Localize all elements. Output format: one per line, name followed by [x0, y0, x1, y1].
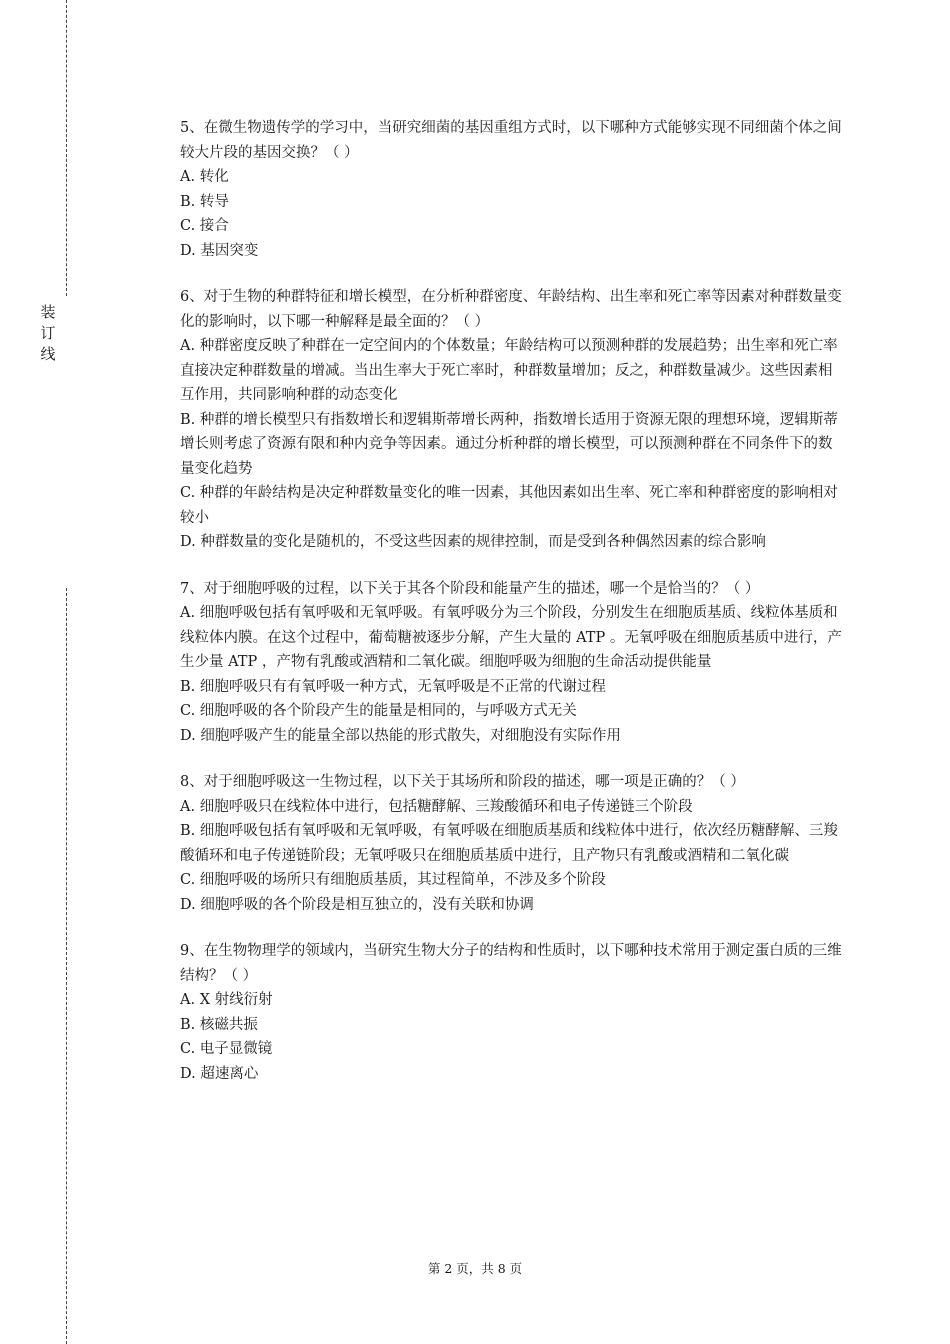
question-5	[180, 116, 845, 263]
option-a: A. 转化	[180, 169, 229, 185]
binding-char: 线	[40, 345, 56, 363]
binding-char: 装	[40, 303, 56, 321]
option-b: B. 细胞呼吸只有有氧呼吸一种方式，无氧呼吸是不正常的代谢过程	[180, 678, 606, 695]
binding-label	[38, 302, 58, 365]
option-d: D. 细胞呼吸的各个阶段是相互独立的，没有关联和协调	[180, 896, 534, 913]
question-9	[180, 939, 845, 1086]
option-c: C. 种群的年龄结构是决定种群数量变化的唯一因素，其他因素如出生率、死亡率和种群密度的影响相对较小	[180, 485, 838, 526]
option-b: B. 细胞呼吸包括有氧呼吸和无氧呼吸，有氧呼吸在细胞质基质和线粒体中进行，依次经历糖酵解、三羧酸循环和电子传递链阶段；无氧呼吸只在细胞质基质中进行，且产物只有乳酸或酒精和二氧化碳	[180, 823, 838, 864]
option-c: C. 接合	[180, 218, 229, 234]
option-d: D. 基因突变	[180, 242, 259, 259]
question-stem: 8、对于细胞呼吸这一生物过程，以下关于其场所和阶段的描述，哪一项是正确的？（ ）	[180, 774, 745, 790]
option-b: B. 种群的增长模型只有指数增长和逻辑斯蒂增长两种，指数增长适用于资源无限的理想环境，逻辑斯蒂增长则考虑了资源有限和种内竞争等因素。通过分析种群的增长模型，可以预测种群在不同条件下的数量变化趋势	[180, 411, 838, 477]
binding-char: 订	[40, 324, 56, 342]
option-c: C. 细胞呼吸的场所只有细胞质基质，其过程简单，不涉及多个阶段	[180, 872, 606, 888]
question-stem: 6、对于生物的种群特征和增长模型，在分析种群密度、年龄结构、出生率和死亡率等因素对种群数量变化的影响时，以下哪一种解释是最全面的？（ ）	[180, 289, 842, 330]
option-a: A. 细胞呼吸包括有氧呼吸和无氧呼吸。有氧呼吸分为三个阶段，分别发生在细胞质基质、线粒体基质和线粒体内膜。在这个过程中，葡萄糖被逐步分解，产生大量的 ATP 。无氧呼吸在细胞质基质中进行，产生少量 ATP ，产物有乳酸或酒精和二氧化碳。细胞呼吸为细胞的生命活动提供能量	[180, 605, 842, 670]
option-b: B. 转导	[180, 193, 229, 210]
binding-line-top	[66, 0, 67, 296]
question-stem: 5、在微生物遗传学的学习中，当研究细菌的基因重组方式时，以下哪种方式能够实现不同细菌个体之间较大片段的基因交换？（ ）	[180, 120, 842, 161]
option-d: D. 细胞呼吸产生的能量全部以热能的形式散失，对细胞没有实际作用	[180, 727, 621, 744]
option-a: A. 种群密度反映了种群在一定空间内的个体数量；年龄结构可以预测种群的发展趋势；出生率和死亡率直接决定种群数量的增减。当出生率大于死亡率时，种群数量增加；反之，种群数量减少。这些因素相互作用，共同影响种群的动态变化	[180, 338, 838, 403]
option-a: A. 细胞呼吸只在线粒体中进行，包括糖酵解、三羧酸循环和电子传递链三个阶段	[180, 798, 693, 815]
question-stem: 9、在生物物理学的领域内，当研究生物大分子的结构和性质时，以下哪种技术常用于测定蛋白质的三维结构？（ ）	[180, 943, 842, 984]
question-6	[180, 285, 845, 555]
option-b: B. 核磁共振	[180, 1016, 258, 1033]
binding-line-bottom	[66, 588, 67, 1344]
option-c: C. 细胞呼吸的各个阶段产生的能量是相同的，与呼吸方式无关	[180, 703, 577, 719]
option-d: D. 超速离心	[180, 1065, 259, 1082]
option-d: D. 种群数量的变化是随机的，不受这些因素的规律控制，而是受到各种偶然因素的综合影响	[180, 534, 766, 550]
question-list	[180, 116, 845, 1108]
page-number: 第 2 页，共 8 页	[427, 1261, 523, 1276]
question-stem: 7、对于细胞呼吸的过程，以下关于其各个阶段和能量产生的描述，哪一个是恰当的？（ ）	[180, 580, 760, 597]
question-7	[180, 577, 845, 749]
option-a: A. X 射线衍射	[180, 992, 273, 1008]
option-c: C. 电子显微镜	[180, 1041, 273, 1057]
question-8	[180, 770, 845, 917]
